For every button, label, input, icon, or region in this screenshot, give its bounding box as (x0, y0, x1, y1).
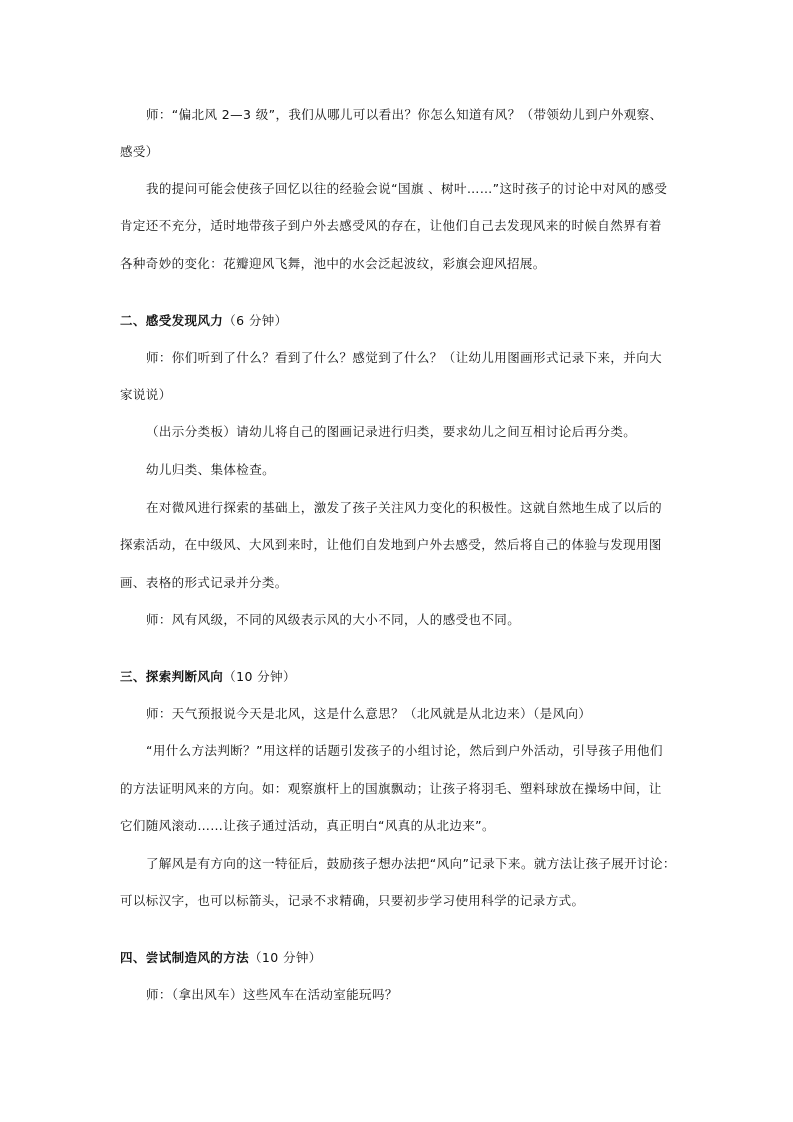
paragraph-line: 画、表格的形式记录并分类。 (120, 575, 288, 590)
section-heading-duration: （6 分钟） (223, 313, 288, 328)
section-heading-duration: （10 分钟） (249, 950, 322, 965)
paragraph-line: 的方法证明风来的方向。如：观察旗杆上的国旗飘动；让孩子将羽毛、塑料球放在操场中间，让 (120, 781, 662, 796)
section-heading-title: 二、感受发现风力 (120, 313, 224, 328)
section-heading (120, 669, 296, 685)
paragraph-line: 幼儿归类、集体检查。 (146, 462, 276, 477)
paragraph-line: 了解风是有方向的这一特征后，鼓励孩子想办法把“风向”记录下来。就方法让孩子展开讨论： (146, 856, 676, 871)
paragraph-line: 我的提问可能会使孩子回忆以往的经验会说“国旗 、树叶……”这时孩子的讨论中对风的感受 (146, 181, 668, 196)
paragraph-line: 师：天气预报说今天是北风，这是什么意思？（北风就是从北边来）（是风向） (146, 706, 592, 721)
paragraph-line: 家说说） (120, 387, 172, 402)
section-heading (120, 950, 322, 966)
paragraph-line: 师：“偏北风 2—3 级”，我们从哪儿可以看出？你怎么知道有风？（带领幼儿到户外观察、 (146, 107, 663, 122)
paragraph-line: 探索活动，在中级风、大风到来时，让他们自发地到户外去感受，然后将自己的体验与发现用图 (120, 537, 662, 552)
paragraph-line: 师：你们听到了什么？看到了什么？感觉到了什么？（让幼儿用图画形式记录下来，并向大 (146, 350, 663, 365)
section-heading-duration: （10 分钟） (223, 669, 296, 684)
paragraph-line: （出示分类板）请幼儿将自己的图画记录进行归类，要求幼儿之间互相讨论后再分类。 (146, 424, 637, 439)
paragraph-line: 师：风有风级，不同的风级表示风的大小不同，人的感受也不同。 (146, 612, 521, 627)
paragraph-line: 师：（拿出风车）这些风车在活动室能玩吗？ (146, 987, 398, 1002)
paragraph-line: 可以标汉字，也可以标箭头，记录不求精确，只要初步学习使用科学的记录方式。 (120, 893, 585, 908)
section-heading-title: 四、尝试制造风的方法 (120, 950, 250, 965)
paragraph-line: 在对微风进行探索的基础上，激发了孩子关注风力变化的积极性。这就自然地生成了以后的 (146, 500, 663, 515)
paragraph-line: “用什么方法判断？”用这样的话题引发孩子的小组讨论，然后到户外活动，引导孩子用他们 (146, 743, 663, 758)
paragraph-line: 它们随风滚动……让孩子通过活动，真正明白“风真的从北边来”。 (120, 818, 495, 833)
section-heading-title: 三、探索判断风向 (120, 669, 224, 684)
paragraph-line: 肯定还不充分，适时地带孩子到户外去感受风的存在，让他们自己去发现风来的时候自然界有着 (120, 218, 662, 233)
section-heading (120, 313, 288, 329)
paragraph-line: 感受） (120, 144, 159, 159)
paragraph-line: 各种奇妙的变化：花瓣迎风飞舞，池中的水会泛起波纹，彩旗会迎风招展。 (120, 256, 546, 271)
